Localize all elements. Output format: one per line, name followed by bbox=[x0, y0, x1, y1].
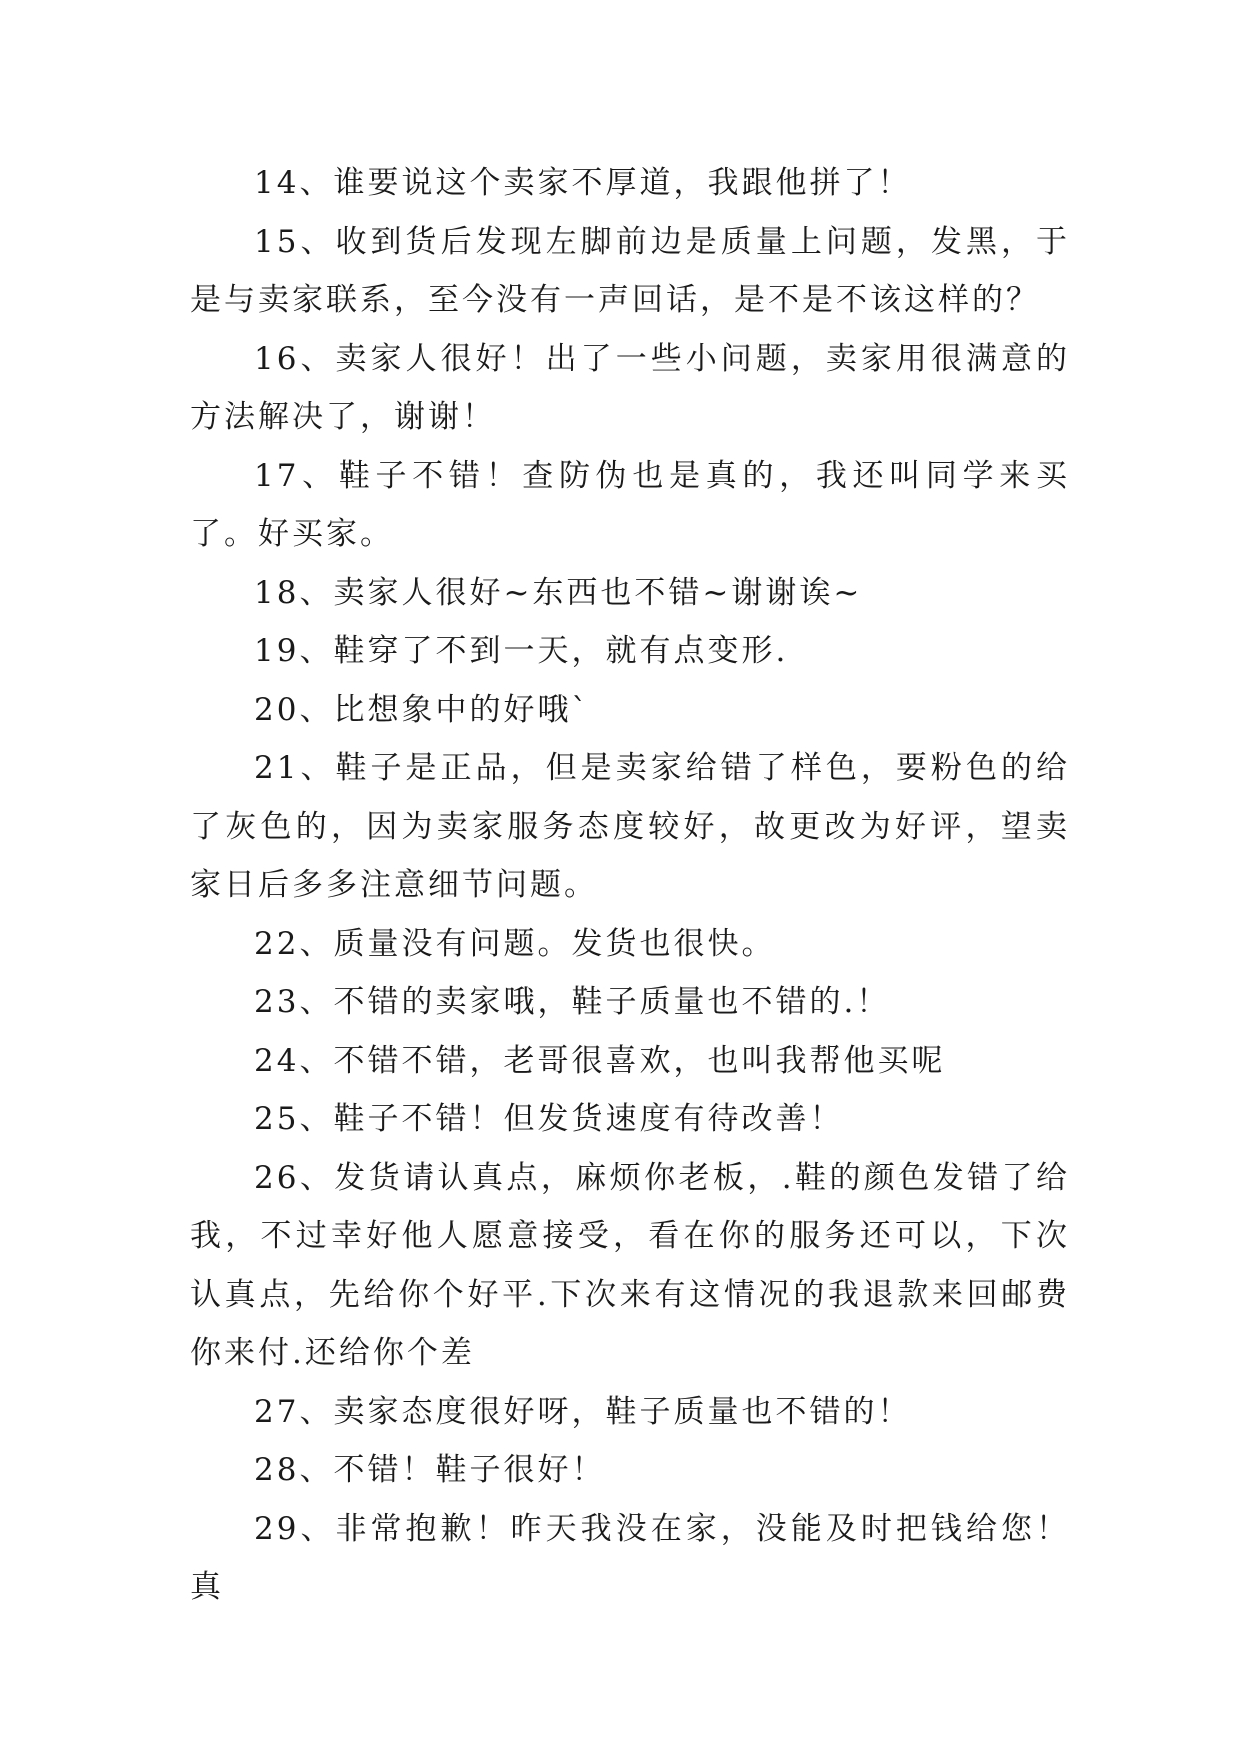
paragraph-16: 16、卖家人很好！出了一些小问题，卖家用很满意的方法解决了，谢谢！ bbox=[190, 340, 1070, 435]
paragraph-17: 17、鞋子不错！查防伪也是真的，我还叫同学来买了。好买家。 bbox=[190, 457, 1070, 552]
document-body bbox=[190, 154, 1070, 1617]
paragraph-21: 21、鞋子是正品，但是卖家给错了样色，要粉色的给了灰色的，因为卖家服务态度较好，故更改为好评，望卖家日后多多注意细节问题。 bbox=[190, 750, 1070, 903]
paragraph-19: 19、鞋穿了不到一天，就有点变形. bbox=[254, 633, 789, 669]
paragraph-23: 23、不错的卖家哦，鞋子质量也不错的.！ bbox=[254, 984, 891, 1020]
paragraph-27: 27、卖家态度很好呀，鞋子质量也不错的！ bbox=[254, 1393, 912, 1430]
paragraph-22: 22、质量没有问题。发货也很快。 bbox=[254, 925, 776, 962]
paragraph-18: 18、卖家人很好~东西也不错~谢谢诶~ bbox=[254, 574, 863, 611]
paragraph-28: 28、不错！鞋子很好！ bbox=[254, 1452, 606, 1488]
paragraph-15: 15、收到货后发现左脚前边是质量上问题，发黑，于是与卖家联系，至今没有一声回话，是不是不该这样的？ bbox=[190, 223, 1070, 318]
paragraph-24: 24、不错不错，老哥很喜欢，也叫我帮他买呢 bbox=[254, 1042, 946, 1079]
paragraph-20: 20、比想象中的好哦` bbox=[254, 691, 590, 728]
paragraph-29: 29、非常抱歉！昨天我没在家，没能及时把钱给您！真 bbox=[190, 1510, 1070, 1605]
paragraph-25: 25、鞋子不错！但发货速度有待改善！ bbox=[254, 1101, 844, 1137]
paragraph-14: 14、谁要说这个卖家不厚道，我跟他拼了！ bbox=[254, 165, 912, 201]
paragraph-26: 26、发货请认真点，麻烦你老板，.鞋的颜色发错了给我，不过幸好他人愿意接受，看在你的服务还可以，下次认真点，先给你个好平.下次来有这情况的我退款来回邮费你来付.还给你个差 bbox=[190, 1159, 1070, 1371]
